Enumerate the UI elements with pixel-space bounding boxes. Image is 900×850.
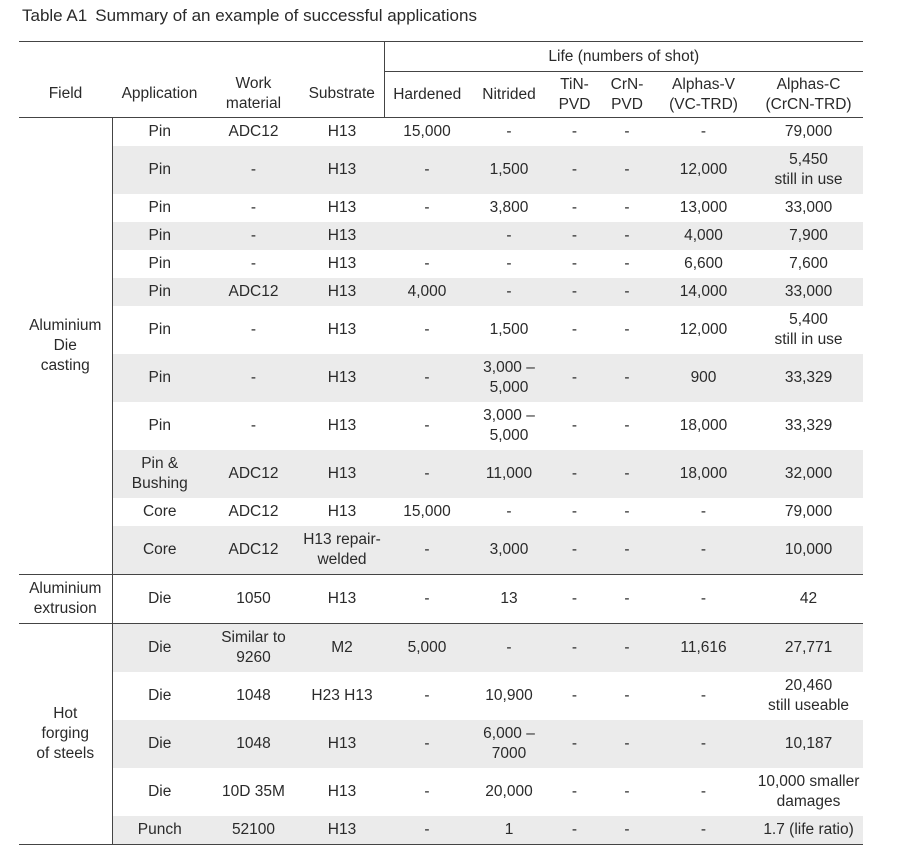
cell-hardened [384,222,470,250]
cell-work-material: - [250,321,257,338]
table-row [19,250,863,278]
cell-work-material: - [207,222,300,250]
cell-crn-pvd: - [601,450,653,498]
field-group [19,624,863,845]
field-cell: Hot forging of steels [19,624,112,845]
table-row [19,118,863,147]
cell-crn-pvd: - [601,624,653,673]
cell-alphas-v: 900 [653,354,754,402]
cell-tin-pvd: - [571,255,578,272]
table-title: Summary of an example of successful applications [95,6,477,25]
table-row [19,146,863,194]
cell-alphas-v: - [700,783,707,800]
table-row [19,624,863,673]
cell-work-material: - [207,354,300,402]
cell-alphas-v: - [700,503,707,520]
cell-crn-pvd: - [601,575,653,624]
cell-hardened: - [424,417,430,434]
cell-nitrided: 3,000 [470,526,548,575]
header-tin-pvd: TiN- PVD [548,72,601,118]
cell-substrate: H13 [327,199,357,216]
table-row [19,354,863,402]
cell-crn-pvd: - [601,720,653,768]
header-substrate: Substrate [300,72,384,118]
cell-substrate: H13 [300,146,384,194]
cell-nitrided: 13 [470,575,548,624]
cell-nitrided: 20,000 [485,783,533,800]
cell-alphas-c: 79,000 [784,503,833,520]
table-row [19,194,863,222]
cell-crn-pvd: - [624,321,630,338]
cell-substrate: H13 [300,354,384,402]
cell-alphas-v: 4,000 [653,222,754,250]
cell-nitrided: 3,000 – 5,000 [470,354,548,402]
cell-hardened: 15,000 [403,503,451,520]
table-row [19,720,863,768]
cell-alphas-v: 6,600 [684,255,723,272]
cell-alphas-c: 33,329 [784,417,833,434]
cell-alphas-c: 33,329 [754,354,863,402]
cell-tin-pvd: - [548,278,601,306]
table-row [19,306,863,354]
cell-nitrided: - [506,503,512,520]
cell-work-material: ADC12 [207,278,300,306]
table-label: Table A1 [22,6,88,25]
table-row [19,526,863,575]
cell-substrate: H13 [327,503,357,520]
cell-alphas-c: 7,600 [789,255,828,272]
cell-work-material: ADC12 [207,450,300,498]
cell-application: Pin [148,417,171,434]
cell-hardened: 4,000 [384,278,470,306]
cell-nitrided: - [470,624,548,673]
cell-work-material: 1048 [207,720,300,768]
cell-tin-pvd: - [571,199,578,216]
cell-alphas-c: 10,000 smaller damages [757,773,860,810]
cell-alphas-c: 10,000 [754,526,863,575]
cell-hardened: - [384,816,470,845]
field-group [19,575,863,624]
cell-nitrided: - [470,278,548,306]
cell-nitrided: 1,500 [470,146,548,194]
cell-alphas-c: 33,000 [784,199,833,216]
table-row [19,450,863,498]
cell-application: Punch [112,816,207,845]
table-header [19,42,863,118]
cell-nitrided: 1 [470,816,548,845]
cell-crn-pvd: - [601,354,653,402]
header-application: Application [112,72,207,118]
cell-application: Die [148,687,172,704]
cell-crn-pvd: - [624,687,630,704]
cell-alphas-v: - [700,687,707,704]
cell-application: Die [112,720,207,768]
cell-hardened: - [384,526,470,575]
cell-substrate: H13 [300,720,384,768]
cell-application: Pin [112,222,207,250]
cell-nitrided: - [506,123,512,140]
cell-tin-pvd: - [571,123,578,140]
cell-alphas-c: 20,460 still useable [768,677,850,714]
cell-application: Pin [148,123,171,140]
header-crn-pvd: CrN- PVD [601,72,653,118]
table-caption [22,6,477,26]
cell-substrate: H13 [327,321,357,338]
cell-work-material: 52100 [207,816,300,845]
cell-crn-pvd: - [624,199,630,216]
cell-hardened: - [424,783,430,800]
cell-application: Pin [112,146,207,194]
cell-alphas-c: 42 [754,575,863,624]
cell-work-material: - [207,146,300,194]
cell-substrate: M2 [300,624,384,673]
cell-alphas-c: 27,771 [754,624,863,673]
cell-work-material: ADC12 [228,123,279,140]
cell-substrate: H13 [300,816,384,845]
cell-tin-pvd: - [571,321,578,338]
cell-alphas-v: - [653,575,754,624]
cell-application: Pin [148,255,171,272]
cell-hardened: - [424,321,430,338]
life-group-header: Life (numbers of shot) [384,42,863,72]
cell-hardened: - [384,450,470,498]
field-cell: Aluminium extrusion [19,575,112,624]
table-row [19,278,863,306]
cell-tin-pvd: - [548,354,601,402]
cell-alphas-v: 18,000 [653,450,754,498]
cell-substrate: H13 [327,255,357,272]
cell-tin-pvd: - [548,624,601,673]
cell-substrate: H13 [300,278,384,306]
cell-nitrided: 3,000 – 5,000 [483,407,535,444]
header-nitrided: Nitrided [470,72,548,118]
applications-table [19,41,863,845]
cell-alphas-c: 1.7 (life ratio) [754,816,863,845]
cell-crn-pvd: - [624,255,630,272]
cell-work-material: ADC12 [207,526,300,575]
header-alphas-c: Alphas-C (CrCN-TRD) [754,72,863,118]
cell-crn-pvd: - [624,123,630,140]
cell-substrate: H13 repair- welded [300,526,384,575]
cell-nitrided: 1,500 [489,321,529,338]
cell-hardened: 5,000 [384,624,470,673]
cell-tin-pvd: - [571,503,578,520]
header-alphas-v: Alphas-V (VC-TRD) [653,72,754,118]
cell-work-material: 1050 [207,575,300,624]
cell-work-material: Similar to 9260 [207,624,300,673]
cell-application: Pin & Bushing [112,450,207,498]
cell-crn-pvd: - [624,783,630,800]
cell-nitrided: 6,000 – 7000 [470,720,548,768]
cell-alphas-v: 11,616 [653,624,754,673]
cell-hardened: - [424,255,430,272]
cell-hardened: - [384,354,470,402]
cell-work-material: - [250,255,257,272]
cell-nitrided: - [470,222,548,250]
cell-alphas-c: 5,400 still in use [774,311,843,348]
table-row [19,402,863,450]
cell-substrate: H23 H13 [311,687,373,704]
cell-nitrided: 3,800 [489,199,529,216]
cell-application: Die [148,783,172,800]
cell-crn-pvd: - [601,146,653,194]
cell-tin-pvd: - [548,146,601,194]
cell-tin-pvd: - [548,720,601,768]
cell-crn-pvd: - [601,526,653,575]
cell-work-material: - [250,199,257,216]
cell-alphas-c: 7,900 [754,222,863,250]
cell-work-material: ADC12 [228,503,279,520]
cell-alphas-v: - [700,123,707,140]
cell-hardened: - [384,146,470,194]
cell-nitrided: 10,900 [485,687,533,704]
cell-tin-pvd: - [548,816,601,845]
cell-application: Core [142,503,177,520]
cell-alphas-v: - [653,720,754,768]
cell-application: Core [112,526,207,575]
cell-alphas-v: 12,000 [679,321,728,338]
cell-alphas-v: 13,000 [679,199,728,216]
cell-tin-pvd: - [548,526,601,575]
cell-work-material: 1048 [236,687,271,704]
cell-application: Pin [112,278,207,306]
cell-alphas-v: - [653,816,754,845]
cell-application: Pin [148,199,171,216]
cell-alphas-v: 18,000 [679,417,728,434]
cell-crn-pvd: - [601,222,653,250]
cell-application: Die [112,575,207,624]
table-row [19,816,863,845]
cell-hardened: 15,000 [403,123,451,140]
cell-tin-pvd: - [548,575,601,624]
cell-tin-pvd: - [571,783,578,800]
cell-application: Pin [112,354,207,402]
cell-alphas-c: 5,450 still in use [754,146,863,194]
cell-substrate: H13 [300,450,384,498]
table-row [19,672,863,720]
field-cell: Aluminium Die casting [19,118,112,575]
cell-tin-pvd: - [571,687,578,704]
cell-alphas-c: 32,000 [754,450,863,498]
cell-work-material: - [250,417,257,434]
header-hardened: Hardened [384,72,470,118]
cell-substrate: H13 [300,222,384,250]
cell-alphas-c: 79,000 [784,123,833,140]
header-field: Field [19,72,112,118]
cell-hardened: - [424,199,430,216]
cell-alphas-c: 33,000 [754,278,863,306]
cell-crn-pvd: - [601,278,653,306]
cell-application: Die [112,624,207,673]
cell-tin-pvd: - [548,450,601,498]
cell-nitrided: 11,000 [470,450,548,498]
cell-nitrided: - [506,255,512,272]
cell-work-material: 10D 35M [222,783,285,800]
cell-hardened: - [424,687,430,704]
cell-alphas-c: 10,187 [754,720,863,768]
cell-hardened: - [384,575,470,624]
cell-substrate: H13 [327,123,357,140]
cell-crn-pvd: - [601,816,653,845]
cell-tin-pvd: - [571,417,578,434]
cell-hardened: - [384,720,470,768]
cell-alphas-v: 12,000 [653,146,754,194]
cell-alphas-v: 14,000 [653,278,754,306]
cell-crn-pvd: - [624,503,630,520]
cell-alphas-v: - [653,526,754,575]
table-row [19,222,863,250]
header-work-material: Work material [207,72,300,118]
cell-substrate: H13 [327,783,357,800]
table-row [19,768,863,816]
cell-substrate: H13 [300,575,384,624]
table-row [19,498,863,526]
table-row [19,575,863,624]
cell-tin-pvd: - [548,222,601,250]
cell-application: Pin [148,321,171,338]
field-group [19,118,863,575]
cell-crn-pvd: - [624,417,630,434]
cell-substrate: H13 [327,417,357,434]
